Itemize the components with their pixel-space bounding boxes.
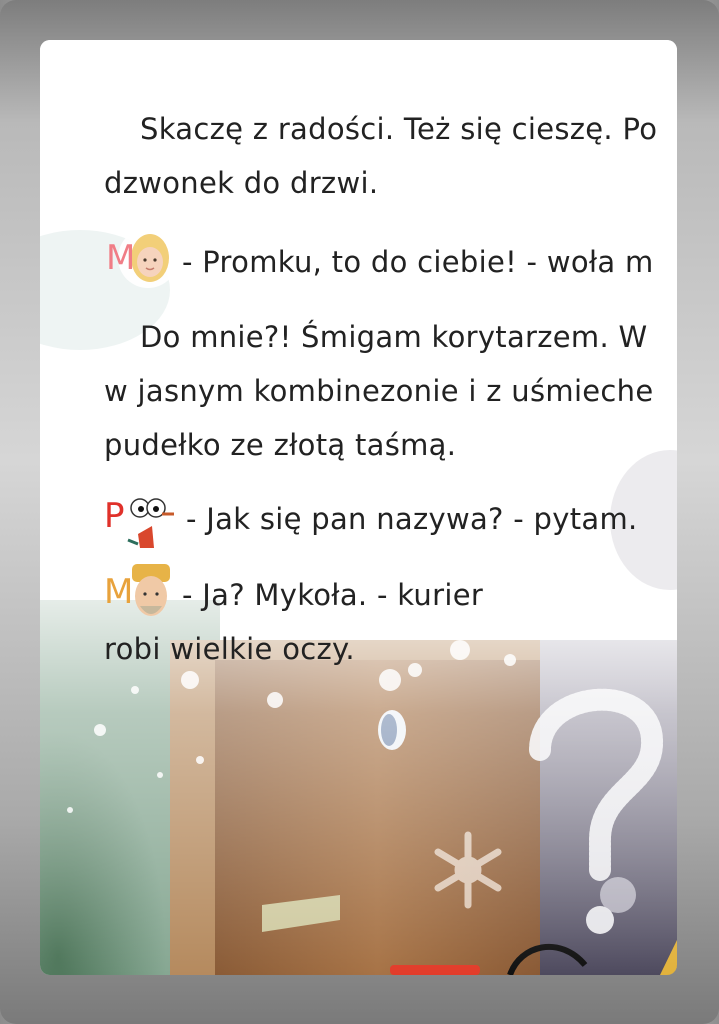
paragraph-1-line-1: Skaczę z radości. Też się cieszę. Po [140, 112, 658, 146]
paragraph-1-line-2: dzwonek do drzwi. [104, 166, 379, 200]
promek-dialogue: - Jak się pan nazywa? - pytam. [186, 502, 638, 536]
courier-dialogue-line-2: robi wielkie oczy. [104, 632, 355, 666]
book-page [40, 40, 677, 975]
story-text [40, 40, 677, 975]
courier-avatar[interactable] [102, 560, 174, 628]
promek-initial: P [104, 496, 125, 536]
mom-initial: M [106, 238, 136, 278]
mom-avatar[interactable] [102, 226, 174, 294]
paragraph-2-line-2: w jasnym kombinezonie i z uśmieche [104, 374, 654, 408]
courier-dialogue-line-1: - Ja? Mykoła. - kurier [182, 578, 484, 612]
promek-avatar[interactable] [102, 486, 174, 554]
paragraph-2-line-1: Do mnie?! Śmigam korytarzem. W [140, 320, 648, 354]
mom-dialogue: - Promku, to do ciebie! - woła m [182, 245, 654, 279]
paragraph-2-line-3: pudełko ze złotą taśmą. [104, 428, 457, 462]
courier-initial: M [104, 572, 134, 612]
